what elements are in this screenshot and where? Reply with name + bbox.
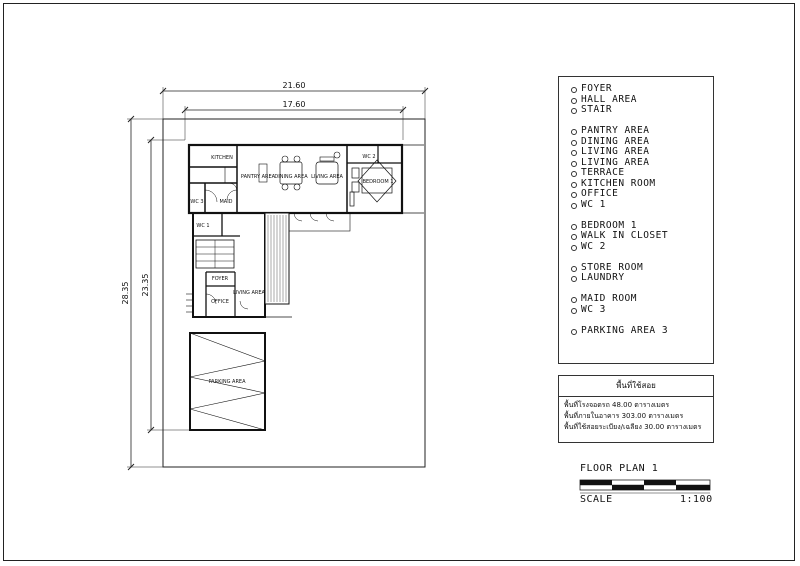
label-wc3: WC 3 bbox=[190, 199, 204, 205]
legend-item: DINING AREA bbox=[571, 137, 668, 148]
dim-outer-width: 21.60 bbox=[282, 81, 306, 90]
dim-inner-width: 17.60 bbox=[282, 100, 306, 109]
area-table-header: พื้นที่ใช้สอย bbox=[559, 376, 713, 397]
scale-ratio: 1:100 bbox=[680, 494, 713, 505]
legend-item: WC 1 bbox=[571, 200, 668, 211]
area-row-interior: พื้นที่ภายในอาคาร 303.00 ตารางเมตร bbox=[564, 412, 684, 420]
legend-item: LIVING AREA bbox=[571, 147, 668, 158]
legend-item: FOYER bbox=[571, 84, 668, 95]
legend-item: STAIR bbox=[571, 105, 668, 116]
dim-outer-height: 28.35 bbox=[121, 281, 130, 305]
label-wc2: WC 2 bbox=[362, 154, 376, 160]
legend-item: TERRACE bbox=[571, 168, 668, 179]
label-bedroom: BEDROOM 1 bbox=[362, 179, 394, 185]
site-boundary bbox=[163, 119, 425, 467]
legend-spacer bbox=[571, 315, 668, 326]
legend-item: LIVING AREA bbox=[571, 158, 668, 169]
legend-item: BEDROOM 1 bbox=[571, 221, 668, 232]
legend-item: PARKING AREA 3 bbox=[571, 326, 668, 337]
corridor bbox=[265, 213, 289, 304]
legend-item: KITCHEN ROOM bbox=[571, 179, 668, 190]
label-office: OFFICE bbox=[211, 299, 229, 305]
legend-list bbox=[571, 84, 668, 336]
legend-item: WALK IN CLOSET bbox=[571, 231, 668, 242]
scale-bar bbox=[580, 480, 710, 493]
legend-item: STORE ROOM bbox=[571, 263, 668, 274]
area-table bbox=[558, 375, 714, 443]
dimension-inner-width bbox=[182, 100, 406, 140]
area-row-terrace: พื้นที่ใช้สอยระเบียง/เฉลียง 30.00 ตารางเมตร bbox=[564, 423, 702, 431]
label-kitchen: KITCHEN bbox=[211, 155, 233, 161]
label-living-area: LIVING AREA bbox=[311, 174, 343, 180]
legend-spacer bbox=[571, 252, 668, 263]
legend-item: WC 3 bbox=[571, 305, 668, 316]
label-foyer: FOYER bbox=[211, 276, 229, 282]
legend-item: MAID ROOM bbox=[571, 294, 668, 305]
label-maid: MAID bbox=[219, 199, 233, 205]
legend-item: OFFICE bbox=[571, 189, 668, 200]
legend-item: HALL AREA bbox=[571, 95, 668, 106]
area-row-garage: พื้นที่โรงจอดรถ 48.00 ตารางเมตร bbox=[564, 401, 670, 409]
label-wc1: WC 1 bbox=[196, 223, 210, 229]
dimension-inner-height bbox=[141, 137, 190, 433]
legend-item: LAUNDRY bbox=[571, 273, 668, 284]
label-pantry-area: PANTRY AREA bbox=[240, 174, 276, 180]
scale-label: SCALE bbox=[580, 494, 613, 505]
floor-plan-title: FLOOR PLAN 1 bbox=[580, 463, 659, 474]
dim-inner-height: 23.35 bbox=[141, 273, 150, 297]
legend-spacer bbox=[571, 210, 668, 221]
terrace bbox=[288, 213, 350, 231]
label-living-area-2: LIVING AREA bbox=[233, 290, 265, 296]
legend-panel bbox=[558, 76, 714, 364]
legend-item: WC 2 bbox=[571, 242, 668, 253]
legend-item: PANTRY AREA bbox=[571, 126, 668, 137]
label-parking-area: PARKING AREA bbox=[208, 379, 246, 385]
label-dining-area: DINING AREA bbox=[274, 174, 308, 180]
